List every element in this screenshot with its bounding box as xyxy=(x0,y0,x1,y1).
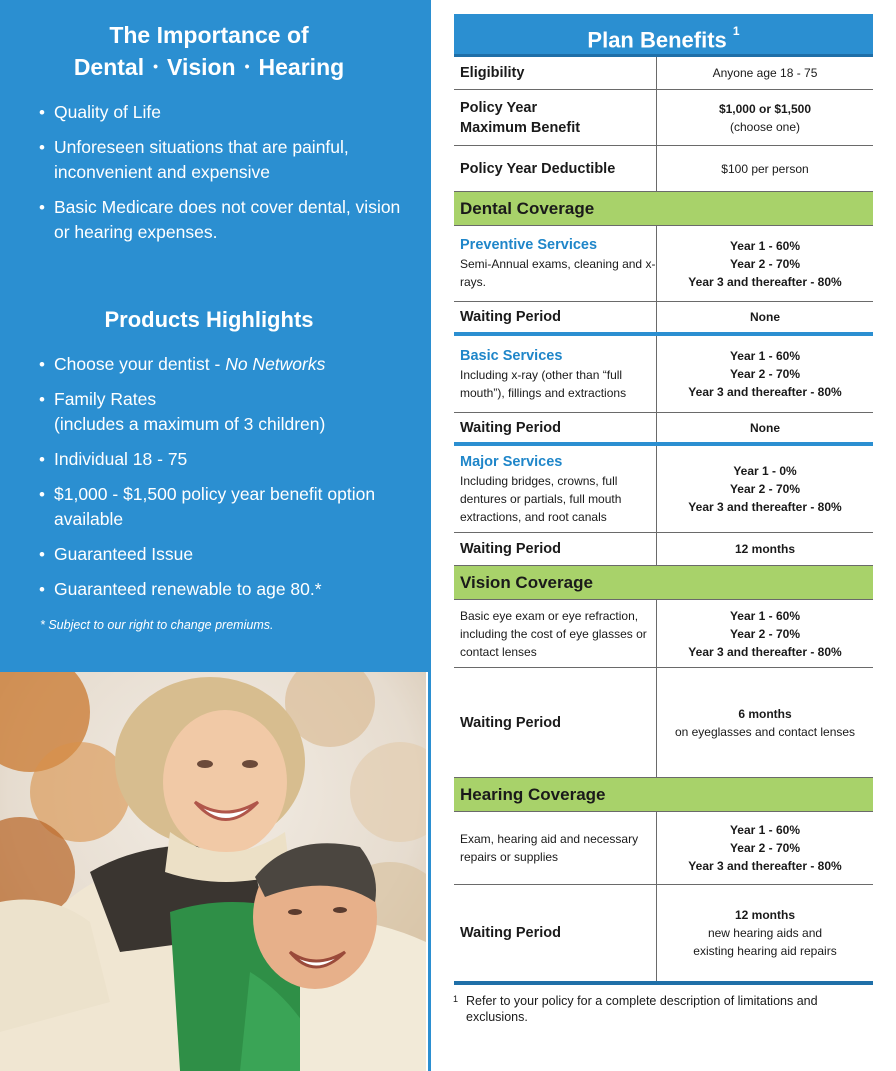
coverage-year2: Year 2 - 70% xyxy=(729,841,801,855)
row-label-cell xyxy=(454,226,656,301)
coverage-year3: Year 3 and thereafter - 80% xyxy=(688,859,842,873)
coverage-year3: Year 3 and thereafter - 80% xyxy=(688,385,842,399)
hearing-desc: Exam, hearing aid and necessary repairs or supplies xyxy=(460,832,639,864)
table-row-waiting xyxy=(454,413,873,442)
highlight-text: (includes a maximum of 3 children) xyxy=(54,414,326,434)
highlight-item-benefit: • $1,000 - $1,500 policy year benefit option available xyxy=(38,482,408,532)
table-row-eligibility xyxy=(454,57,873,90)
max-benefit-value: $1,000 or $1,500 xyxy=(718,101,812,116)
deductible-label: Policy Year Deductible xyxy=(460,160,616,177)
row-value-cell xyxy=(656,90,873,145)
row-label-cell xyxy=(454,668,656,777)
waiting-period-label: Waiting Period xyxy=(460,419,561,436)
plan-benefits-header xyxy=(454,14,873,54)
section-hearing-coverage: Hearing Coverage xyxy=(454,778,873,812)
major-desc: Including bridges, crowns, full dentures or partials, full mouth extractions, and root canals xyxy=(460,473,622,524)
column-divider-line xyxy=(428,0,431,1071)
importance-heading-line1: The Importance of xyxy=(109,22,309,48)
highlight-item-renewable: • Guaranteed renewable to age 80.* xyxy=(38,577,408,602)
preventive-desc: Semi-Annual exams, cleaning and x-rays. xyxy=(460,257,656,289)
highlight-item-dentist xyxy=(38,352,408,377)
highlights-heading: Products Highlights xyxy=(104,307,314,332)
row-value-cell xyxy=(656,226,873,301)
heading-word-hearing: Hearing xyxy=(258,54,345,80)
coverage-year3: Year 3 and thereafter - 80% xyxy=(688,274,842,289)
waiting-period-note: on eyeglasses and contact lenses xyxy=(674,724,856,739)
column-gutter xyxy=(428,0,454,1071)
waiting-period-value: 12 months xyxy=(734,908,795,922)
table-row-deductible xyxy=(454,146,873,192)
row-value-cell xyxy=(656,812,873,884)
row-value-cell xyxy=(656,668,873,777)
table-row-max-benefit xyxy=(454,90,873,146)
premium-footnote: * Subject to our right to change premiums. xyxy=(40,618,274,632)
plan-footnote-marker: 1 xyxy=(453,994,459,1004)
deductible-value: $100 per person xyxy=(721,161,809,176)
plan-benefits-table xyxy=(454,14,873,985)
importance-bullet: • Basic Medicare does not cover dental, vision or hearing expenses. xyxy=(38,195,408,245)
row-label-cell xyxy=(454,336,656,412)
row-value-cell xyxy=(656,57,873,89)
coverage-year1: Year 1 - 60% xyxy=(729,608,801,623)
preventive-title: Preventive Services xyxy=(460,237,598,253)
importance-panel xyxy=(0,0,428,672)
importance-bullet: • Quality of Life xyxy=(38,100,408,125)
row-label-cell xyxy=(454,812,656,884)
waiting-period-label: Waiting Period xyxy=(460,541,561,557)
section-vision-coverage: Vision Coverage xyxy=(454,566,873,600)
coverage-year3: Year 3 and thereafter - 80% xyxy=(688,644,842,659)
coverage-year2: Year 2 - 70% xyxy=(729,482,801,496)
waiting-period-label: Waiting Period xyxy=(460,925,561,941)
importance-bullet-list xyxy=(38,100,408,255)
row-label-cell xyxy=(454,90,656,145)
table-bottom-rule xyxy=(454,981,873,985)
row-value-cell xyxy=(656,600,873,667)
coverage-year1: Year 1 - 60% xyxy=(729,238,801,253)
plan-footnote xyxy=(453,993,863,1025)
eligibility-value: Anyone age 18 - 75 xyxy=(712,66,818,80)
coverage-year3: Year 3 and thereafter - 80% xyxy=(688,500,842,514)
max-benefit-note: (choose one) xyxy=(729,119,801,134)
coverage-year2: Year 2 - 70% xyxy=(729,256,801,271)
row-value-cell xyxy=(656,885,873,981)
table-row-waiting xyxy=(454,885,873,981)
coverage-year1: Year 1 - 60% xyxy=(729,349,801,363)
row-label-cell xyxy=(454,302,656,332)
table-row-hearing xyxy=(454,812,873,885)
coverage-year2: Year 2 - 70% xyxy=(729,367,801,381)
highlight-emphasis: No Networks xyxy=(225,354,326,374)
waiting-period-note: existing hearing aid repairs xyxy=(693,944,837,958)
heading-separator: • xyxy=(244,58,250,74)
max-benefit-label-line1: Policy Year xyxy=(460,99,538,116)
row-label-cell xyxy=(454,146,656,191)
row-label-cell xyxy=(454,446,656,532)
max-benefit-label-line2: Maximum Benefit xyxy=(460,119,581,136)
couple-photo xyxy=(0,672,426,1071)
basic-desc: Including x-ray (other than “full mouth”), fillings and extractions xyxy=(460,367,627,400)
table-row-major xyxy=(454,446,873,533)
row-value-cell xyxy=(656,446,873,532)
table-row-waiting xyxy=(454,302,873,332)
waiting-period-note: new hearing aids and xyxy=(707,926,823,940)
importance-heading-line2 xyxy=(0,52,418,86)
waiting-period-label: Waiting Period xyxy=(460,309,561,325)
coverage-year1: Year 1 - 0% xyxy=(733,464,797,478)
eligibility-label: Eligibility xyxy=(460,65,525,81)
row-value-cell xyxy=(656,413,873,442)
highlight-text: Family Rates xyxy=(54,389,157,409)
coverage-year2: Year 2 - 70% xyxy=(729,626,801,641)
plan-benefits-footnote-ref: 1 xyxy=(732,24,740,38)
row-label-cell xyxy=(454,885,656,981)
waiting-period-value: 6 months xyxy=(738,706,792,721)
highlight-item-guaranteed-issue: • Guaranteed Issue xyxy=(38,542,408,567)
highlight-text: Choose your dentist - xyxy=(54,354,226,374)
waiting-period-value: None xyxy=(750,420,780,435)
table-row-waiting xyxy=(454,668,873,778)
heading-word-vision: Vision xyxy=(167,54,236,80)
table-row-basic xyxy=(454,336,873,413)
row-value-cell xyxy=(656,302,873,332)
table-row-preventive xyxy=(454,226,873,302)
row-label-cell xyxy=(454,57,656,89)
waiting-period-value: 12 months xyxy=(734,542,795,556)
major-title: Major Services xyxy=(460,453,563,470)
waiting-period-label: Waiting Period xyxy=(460,714,561,731)
row-label-cell xyxy=(454,533,656,565)
waiting-period-value: None xyxy=(750,310,780,324)
left-panel xyxy=(0,0,428,1071)
row-label-cell xyxy=(454,413,656,442)
section-dental-coverage: Dental Coverage xyxy=(454,192,873,226)
row-label-cell xyxy=(454,600,656,667)
table-row-waiting xyxy=(454,533,873,566)
importance-bullet: • Unforeseen situations that are painful, inconvenient and expensive xyxy=(38,135,408,185)
highlight-item-family xyxy=(38,387,408,437)
highlight-item-individual: • Individual 18 - 75 xyxy=(38,447,408,472)
row-value-cell xyxy=(656,336,873,412)
table-row-vision xyxy=(454,600,873,668)
highlights-bullet-list xyxy=(38,352,408,612)
vision-desc: Basic eye exam or eye refraction, including the cost of eye glasses or contact lenses xyxy=(460,608,647,659)
row-value-cell xyxy=(656,146,873,191)
couple-photo-illustration xyxy=(0,672,426,1071)
basic-title: Basic Services xyxy=(460,347,563,364)
heading-word-dental: Dental xyxy=(73,54,145,80)
row-value-cell xyxy=(656,533,873,565)
plan-benefits-title: Plan Benefits xyxy=(587,27,727,53)
plan-footnote-text: Refer to your policy for a complete description of limitations and exclusions. xyxy=(466,994,818,1024)
coverage-year1: Year 1 - 60% xyxy=(729,823,801,837)
heading-separator: • xyxy=(153,58,159,74)
